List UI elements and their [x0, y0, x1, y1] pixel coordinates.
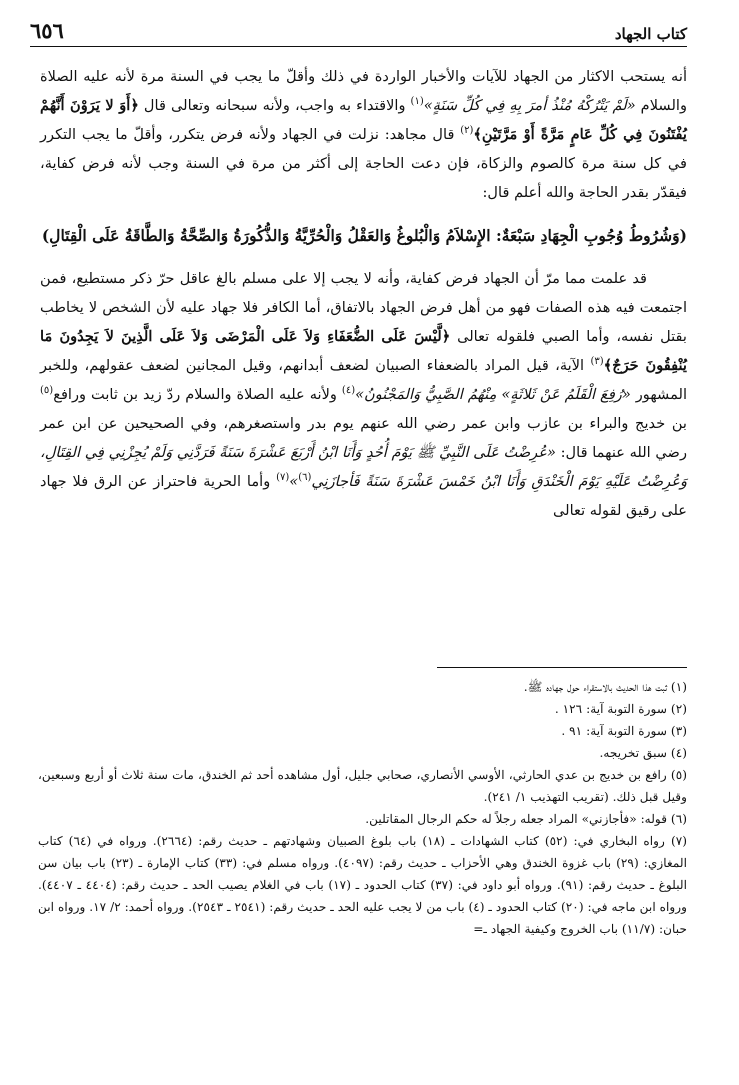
footnote-5: (٥) رافع بن خديج بن عدي الحارثي، الأوسي الأنصاري، صحابي جليل، أول مشاهده أحد ثم الخندق، مات سنة ثلاث أو أربع وسبعين، وقيل قبل ذلك. (تقريب التهذيب ١/ ٢٤١).	[38, 768, 687, 804]
footnote-ref-1: (١)	[410, 96, 424, 108]
footnote-6: (٦) قوله: «فأجازني» المراد جعله رجلاً له حكم الرجال المقاتلين.	[365, 812, 687, 826]
paragraph-2-text-a: قد علمت مما مرّ أن الجهاد فرض كفاية، وأنه لا يجب إلا على مسلم بالغ عاقل حرّ ذكر مستطيع، فمن اجتمعت فيه هذه الصفات فهو من أهل فرض الجهاد بالاتفاق، أما الكافر فلا جهاد عليه لأن الشخص لا يخاطب بقتل نفسه، وأما الصبي فلقوله تعالى	[40, 270, 687, 345]
footnote-ref-6: (٦)	[298, 472, 312, 484]
hadith-quote-3-close: »	[289, 473, 299, 490]
hadith-quote-1: «لَمْ يَتْرُكْهُ مُنْذُ أمرَ بِهِ فِي كُلِّ سَنَةٍ»	[423, 97, 636, 114]
footnote-ref-5: (٥)	[40, 385, 54, 397]
footnote-7: (٧) رواه البخاري في: (٥٢) كتاب الشهادات ـ (١٨) باب بلوغ الصبيان وشهادتهم ـ حديث رقم: (٢٦٦٤). ورواه في (٦٤) كتاب المغازي: (٢٩) باب غزوة الخندق وهي الأحزاب ـ حديث رقم: (٤٠٩٧). ورواه مسلم في: (٣٣) كتاب الإمارة ـ (٢٣) باب بيان سن البلوغ ـ حديث رقم: (٩١). ورواه أبو داود في: (٣٧) كتاب الحدود ـ (١٧) باب في الغلام يصيب الحد ـ حديث رقم: (٤٤٠٤ ـ ٤٤٠٧). ورواه ابن ماجه في: (٢٠) كتاب الحدود ـ (٤) باب من لا يجب عليه الحد ـ حديث رقم: (٢٥٤١ ـ ٢٥٤٣). ورواه أحمد: ٢/ ١٧. ورواه ابن حبان: (١١/٧) باب الخروج وكيفية الجهاد ـ=	[38, 834, 688, 936]
page-header	[30, 16, 687, 47]
paragraph-1-text-c: قال مجاهد: نزلت في الجهاد ولأنه فرض يتكرر، وأقلّ ما يجب التكرر في كل سنة مرة كالصوم والزكاة، فإن دعت الحاجة إلى أكثر من مرة في السنة وجب لأنه فرض كفاية، فيقدّر بقدر الحاجة والله أعلم قال:	[40, 126, 687, 201]
footnote-ref-2: (٢)	[460, 125, 474, 137]
page-number: ٦٥٦	[30, 18, 64, 43]
paragraph-2-text-d: بن خديج والبراء بن عازب وابن عمر رضي الله عنهم يوم بدر واستصغرهم، وفي الصحيحين عن ابن عمر رضي الله عنهما قال:	[40, 415, 687, 461]
paragraph-2-text-c: ولأنه عليه الصلاة والسلام ردّ زيد بن ثابت ورافع	[53, 386, 342, 403]
footnote-3: (٣) سورة التوبة آية: ٩١ .	[561, 724, 687, 738]
footnote-1: (١) ثبت هذا الحديث بالاستقراء حول جهاده ﷺ.	[523, 680, 687, 694]
paragraph-2-text-e: وأما الحرية فاحتراز عن الرق فلا جهاد على رقيق لقوله تعالى	[40, 473, 687, 519]
main-text	[40, 62, 687, 525]
running-title: كتاب الجهاد	[614, 25, 687, 43]
hadith-quote-2: «رُفِعَ الْقَلَمُ عَنْ ثَلاثَةٍ» مِنْهُمُ الصَّبِيُّ وَالمَجْنُونُ»	[355, 386, 631, 403]
footnote-ref-7: (٧)	[276, 472, 290, 484]
paragraph-1-text-a: أنه يستحب الاكثار من الجهاد للآيات والأخبار الواردة في ذلك وأقلّ ما يجب في السنة مرة لأنه عليه الصلاة والسلام	[40, 68, 687, 114]
quran-verse-2: ﴿لَّيْسَ عَلَى الضُّعَفَاءِ وَلاَ عَلَى الْمَرْضَى وَلاَ عَلَى الَّذِينَ لاَ يَجِدُونَ مَا يُنْفِقُونَ حَرَجٌ﴾	[40, 328, 687, 374]
quran-verse-1: ﴿أَوَ لا يَرَوْنَ أَنَّهُمْ يُفْتَنُونَ فِي كُلِّ عَامٍ مَرَّةً أَوْ مَرَّتَيْنِ﴾	[40, 97, 687, 143]
footnotes	[38, 676, 687, 940]
paragraph-1-text-b: والاقتداء به واجب، ولأنه سبحانه وتعالى قال	[138, 97, 411, 114]
footnote-divider	[437, 667, 687, 668]
footnote-4: (٤) سبق تخريجه.	[599, 746, 687, 760]
matn-text: (وَشُرُوطُ وُجُوبِ الْجِهَادِ سَبْعَةٌ: الإِسْلاَمُ وَالْبُلوغُ وَالعَقْلُ وَالْحُرِّيَّةُ وَالذُّكُورَةُ وَالصِّحَّةُ وَالطَّاقَةُ عَلَى الْقِتَالِ)	[41, 226, 687, 245]
footnote-ref-4: (٤)	[341, 385, 356, 397]
paragraph-1	[40, 62, 687, 207]
paragraph-2-text-b: الآية، قيل المراد بالضعفاء الصبيان لضعف أبدانهم، وقيل المجانين لضعف عقولهم، وللخبر المشهور	[40, 357, 688, 403]
paragraph-2	[40, 264, 687, 525]
footnote-ref-3: (٣)	[590, 356, 604, 368]
footnote-2: (٢) سورة التوبة آية: ١٢٦ .	[554, 702, 687, 716]
hadith-quote-3: «عُرِضْتُ عَلَى النَّبِيِّ ﷺ يَوْمَ أُحُدٍ وَأَنَا ابْنُ أَرْبَعَ عَشْرَةَ سَنَةً فَرَدَّنِي وَلَمْ يُجِزْنِي فِي القِتَالِ، وَعُرِضْتُ عَلَيْهِ يَوْمَ الْخَنْدَقِ وَأَنَا ابْنُ خَمْسَ عَشْرَةَ سَنَةً فَأجازَنِي	[40, 444, 687, 490]
